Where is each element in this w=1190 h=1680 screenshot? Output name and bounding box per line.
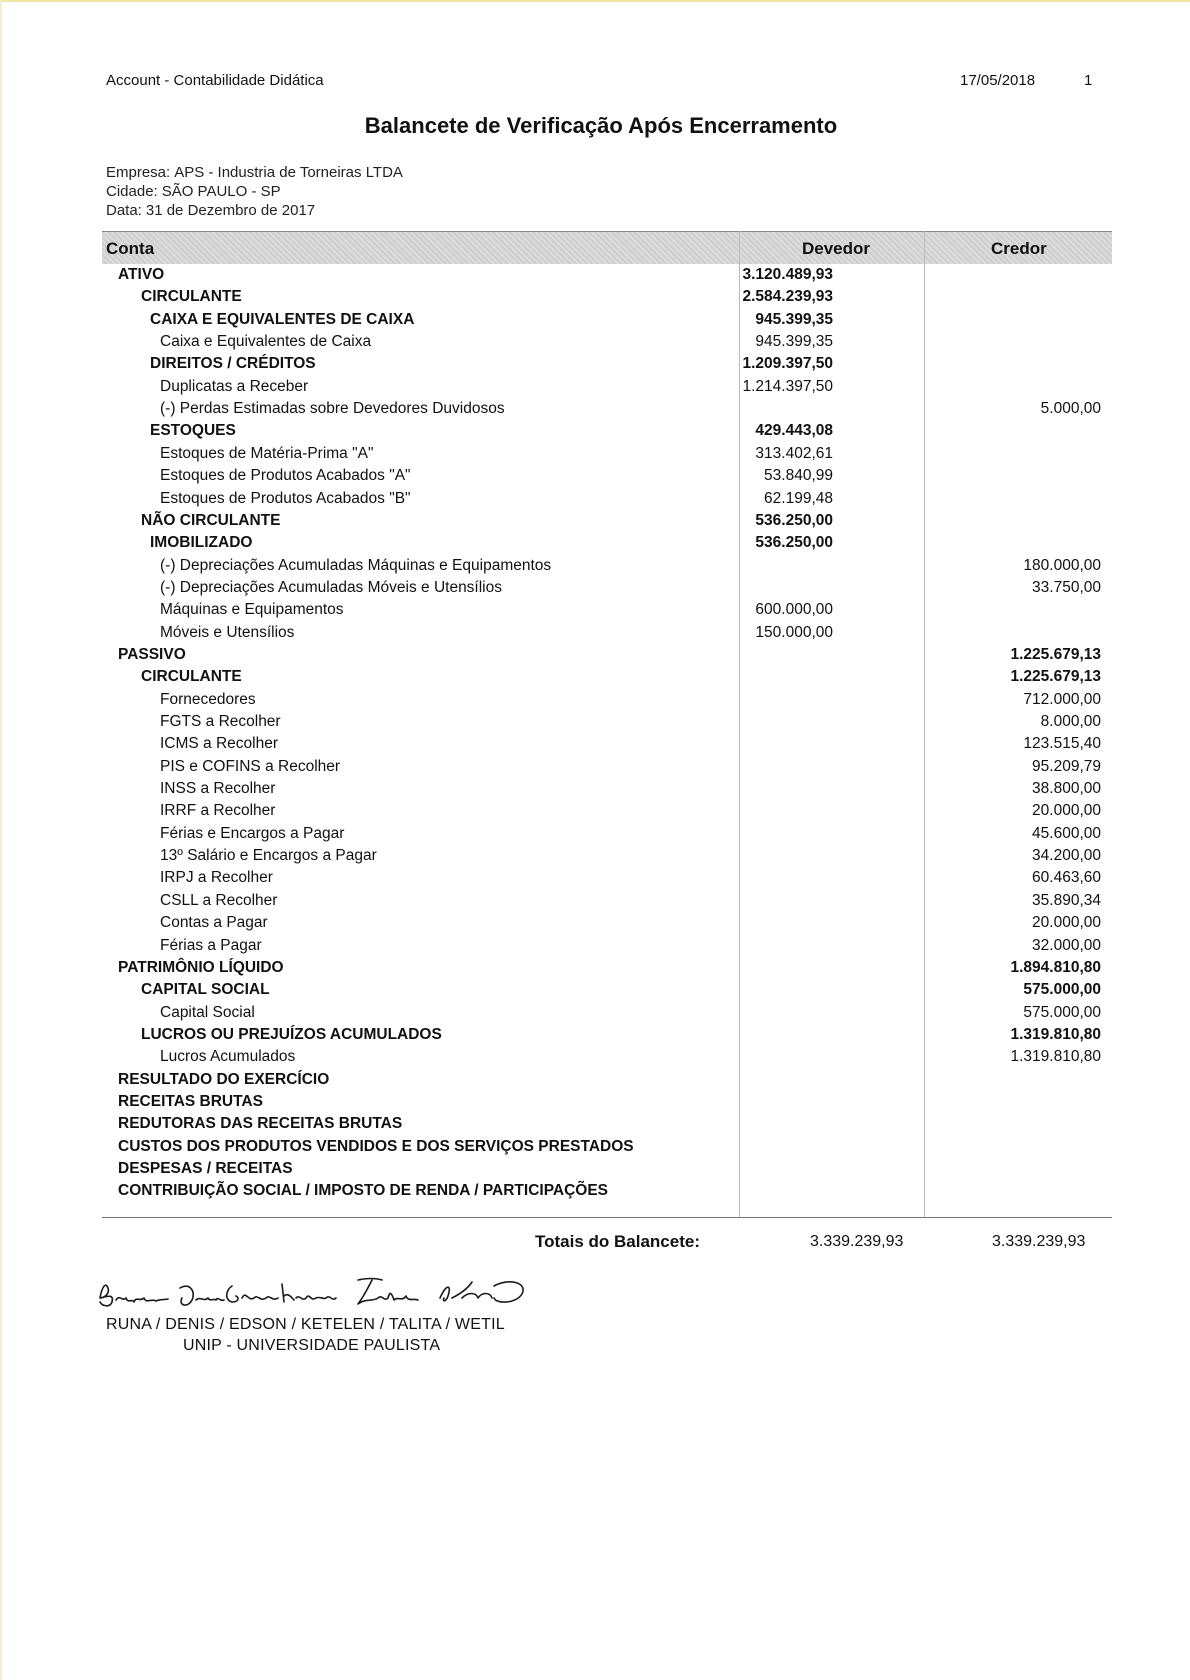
date-label: Data: xyxy=(106,202,142,219)
account-name: CAIXA E EQUIVALENTES DE CAIXA xyxy=(150,310,415,328)
date-value: 31 de Dezembro de 2017 xyxy=(145,202,316,219)
debit-value: 600.000,00 xyxy=(755,601,833,619)
credit-value: 575.000,00 xyxy=(1023,981,1101,999)
scan-edge-top xyxy=(0,0,1190,2)
company-line xyxy=(106,164,403,181)
debit-value: 3.120.489,93 xyxy=(742,266,833,283)
date-line xyxy=(106,202,315,219)
table-row xyxy=(102,1136,1112,1158)
table-row xyxy=(102,577,1112,599)
account-name: CIRCULANTE xyxy=(141,668,242,686)
table-row xyxy=(102,644,1112,666)
handwritten-signatures xyxy=(96,1268,566,1318)
account-name: (-) Depreciações Acumuladas Móveis e Utensílios xyxy=(160,578,502,596)
debit-value: 536.250,00 xyxy=(755,534,833,552)
table-row xyxy=(102,890,1112,912)
table-row xyxy=(102,286,1112,308)
table-row xyxy=(102,353,1112,375)
debit-value: 2.584.239,93 xyxy=(742,288,833,306)
table-row xyxy=(102,443,1112,465)
debit-value: 1.209.397,50 xyxy=(742,355,833,373)
city-value: SÃO PAULO - SP xyxy=(161,183,281,200)
table-row xyxy=(102,622,1112,644)
table-row xyxy=(102,689,1112,711)
account-name: Caixa e Equivalentes de Caixa xyxy=(160,333,372,351)
table-row xyxy=(102,510,1112,532)
account-name: 13º Salário e Encargos a Pagar xyxy=(160,847,377,865)
trial-balance-table xyxy=(102,231,1112,1218)
table-row xyxy=(102,912,1112,934)
account-name: Férias e Encargos a Pagar xyxy=(160,824,345,842)
account-name: (-) Perdas Estimadas sobre Devedores Duvidosos xyxy=(160,400,505,418)
account-name: PASSIVO xyxy=(118,645,186,663)
table-row xyxy=(102,867,1112,889)
totals-label: Totais do Balancete: xyxy=(535,1232,700,1251)
system-name: Account - Contabilidade Didática xyxy=(106,72,324,89)
account-name: PIS e COFINS a Recolher xyxy=(160,757,341,775)
account-name: (-) Depreciações Acumuladas Máquinas e Equipamentos xyxy=(160,556,552,574)
credit-value: 32.000,00 xyxy=(1032,936,1101,954)
account-name: REDUTORAS DAS RECEITAS BRUTAS xyxy=(118,1115,403,1133)
credit-value: 45.600,00 xyxy=(1032,824,1101,842)
credit-value: 20.000,00 xyxy=(1032,802,1101,820)
company-value: APS - Industria de Torneiras LTDA xyxy=(174,164,403,181)
totals-credor: 3.339.239,93 xyxy=(992,1233,1086,1250)
credit-value: 20.000,00 xyxy=(1032,914,1101,932)
credit-value: 123.515,40 xyxy=(1023,735,1101,753)
table-row xyxy=(102,1158,1112,1180)
table-row xyxy=(102,1113,1112,1135)
table-row xyxy=(102,376,1112,398)
table-row xyxy=(102,264,1112,286)
credit-value: 34.200,00 xyxy=(1032,847,1101,865)
account-name: Capital Social xyxy=(160,1003,255,1021)
account-name: IMOBILIZADO xyxy=(150,534,253,552)
scan-edge-left xyxy=(0,0,2,1680)
debit-value: 313.402,61 xyxy=(755,444,833,462)
table-row xyxy=(102,599,1112,621)
table-row xyxy=(102,1091,1112,1113)
debit-value: 536.250,00 xyxy=(755,511,833,529)
credit-value: 60.463,60 xyxy=(1032,869,1101,887)
table-row xyxy=(102,1180,1112,1202)
account-name: RESULTADO DO EXERCÍCIO xyxy=(118,1070,330,1088)
debit-value: 62.199,48 xyxy=(764,489,833,507)
account-name: LUCROS OU PREJUÍZOS ACUMULADOS xyxy=(141,1025,442,1043)
table-row xyxy=(102,823,1112,845)
credit-value: 575.000,00 xyxy=(1023,1003,1101,1021)
table-row xyxy=(102,666,1112,688)
institution-name: UNIP - UNIVERSIDADE PAULISTA xyxy=(183,1337,441,1354)
account-name: Contas a Pagar xyxy=(160,914,268,932)
table-row xyxy=(102,957,1112,979)
totals-devedor: 3.339.239,93 xyxy=(810,1233,904,1250)
table-row xyxy=(102,532,1112,554)
debit-value: 150.000,00 xyxy=(755,623,833,641)
account-name: Máquinas e Equipamentos xyxy=(160,601,344,619)
credit-value: 95.209,79 xyxy=(1032,757,1101,775)
account-name: Fornecedores xyxy=(160,690,256,708)
city-line xyxy=(106,183,281,200)
table-row xyxy=(102,733,1112,755)
account-name: Lucros Acumulados xyxy=(160,1048,296,1066)
credit-value: 38.800,00 xyxy=(1032,780,1101,798)
credit-value: 1.894.810,80 xyxy=(1010,958,1101,976)
credit-value: 5.000,00 xyxy=(1040,400,1101,418)
account-name: Estoques de Produtos Acabados "B" xyxy=(160,489,411,507)
table-row xyxy=(102,756,1112,778)
debit-value: 945.399,35 xyxy=(755,310,833,328)
table-row xyxy=(102,935,1112,957)
account-name: CUSTOS DOS PRODUTOS VENDIDOS E DOS SERVIÇOS PRESTADOS xyxy=(118,1137,634,1155)
account-name: ATIVO xyxy=(118,266,165,283)
author-names: RUNA / DENIS / EDSON / KETELEN / TALITA / WETIL xyxy=(106,1316,505,1333)
account-name: INSS a Recolher xyxy=(160,780,276,798)
table-row xyxy=(102,1046,1112,1068)
credit-value: 8.000,00 xyxy=(1040,713,1101,730)
table-row xyxy=(102,1024,1112,1046)
credit-value: 1.319.810,80 xyxy=(1010,1048,1101,1066)
table-row xyxy=(102,1002,1112,1024)
account-name: ICMS a Recolher xyxy=(160,735,279,753)
table-row xyxy=(102,1069,1112,1091)
account-name: CSLL a Recolher xyxy=(160,891,278,909)
page-number: 1 xyxy=(1084,72,1093,89)
table-row xyxy=(102,420,1112,442)
credit-value: 35.890,34 xyxy=(1032,891,1101,909)
table-row xyxy=(102,488,1112,510)
table-header xyxy=(102,231,1112,264)
debit-value: 1.214.397,50 xyxy=(742,377,833,395)
account-name: IRPJ a Recolher xyxy=(160,869,273,887)
account-name: CIRCULANTE xyxy=(141,288,242,306)
table-row xyxy=(102,398,1112,420)
account-name: NÃO CIRCULANTE xyxy=(141,511,281,529)
column-header-devedor: Devedor xyxy=(802,239,871,258)
column-header-credor: Credor xyxy=(991,239,1047,258)
account-name: FGTS a Recolher xyxy=(160,713,281,730)
city-label: Cidade: xyxy=(106,183,158,200)
account-name: Duplicatas a Receber xyxy=(160,377,309,395)
account-name: CONTRIBUIÇÃO SOCIAL / IMPOSTO DE RENDA / PARTICIPAÇÕES xyxy=(118,1182,609,1200)
column-header-conta: Conta xyxy=(106,239,155,258)
table-row xyxy=(102,555,1112,577)
credit-value: 33.750,00 xyxy=(1032,578,1101,596)
account-name: Estoques de Matéria-Prima "A" xyxy=(160,444,374,462)
account-name: IRRF a Recolher xyxy=(160,802,276,820)
debit-value: 429.443,08 xyxy=(755,422,833,440)
account-name: DIREITOS / CRÉDITOS xyxy=(150,355,316,373)
table-row xyxy=(102,800,1112,822)
account-name: Férias a Pagar xyxy=(160,936,262,954)
table-row xyxy=(102,309,1112,331)
table-row xyxy=(102,465,1112,487)
company-label: Empresa: xyxy=(106,164,171,181)
table-row xyxy=(102,331,1112,353)
credit-value: 1.225.679,13 xyxy=(1010,645,1101,663)
debit-value: 53.840,99 xyxy=(764,467,833,485)
account-name: CAPITAL SOCIAL xyxy=(141,981,270,999)
credit-value: 180.000,00 xyxy=(1023,556,1101,574)
credit-value: 1.319.810,80 xyxy=(1010,1025,1101,1043)
account-name: Estoques de Produtos Acabados "A" xyxy=(160,467,411,485)
account-name: Móveis e Utensílios xyxy=(160,623,295,641)
account-name: DESPESAS / RECEITAS xyxy=(118,1160,293,1177)
account-name: PATRIMÔNIO LÍQUIDO xyxy=(118,958,284,976)
credit-value: 712.000,00 xyxy=(1023,690,1101,708)
table-row xyxy=(102,845,1112,867)
debit-value: 945.399,35 xyxy=(755,333,833,351)
table-row xyxy=(102,778,1112,800)
table-row xyxy=(102,979,1112,1001)
account-name: RECEITAS BRUTAS xyxy=(118,1092,263,1110)
table-row xyxy=(102,711,1112,733)
credit-value: 1.225.679,13 xyxy=(1010,668,1101,686)
account-name: ESTOQUES xyxy=(150,422,236,440)
report-date: 17/05/2018 xyxy=(960,72,1036,89)
page-title: Balancete de Verificação Após Encerramento xyxy=(364,113,838,138)
